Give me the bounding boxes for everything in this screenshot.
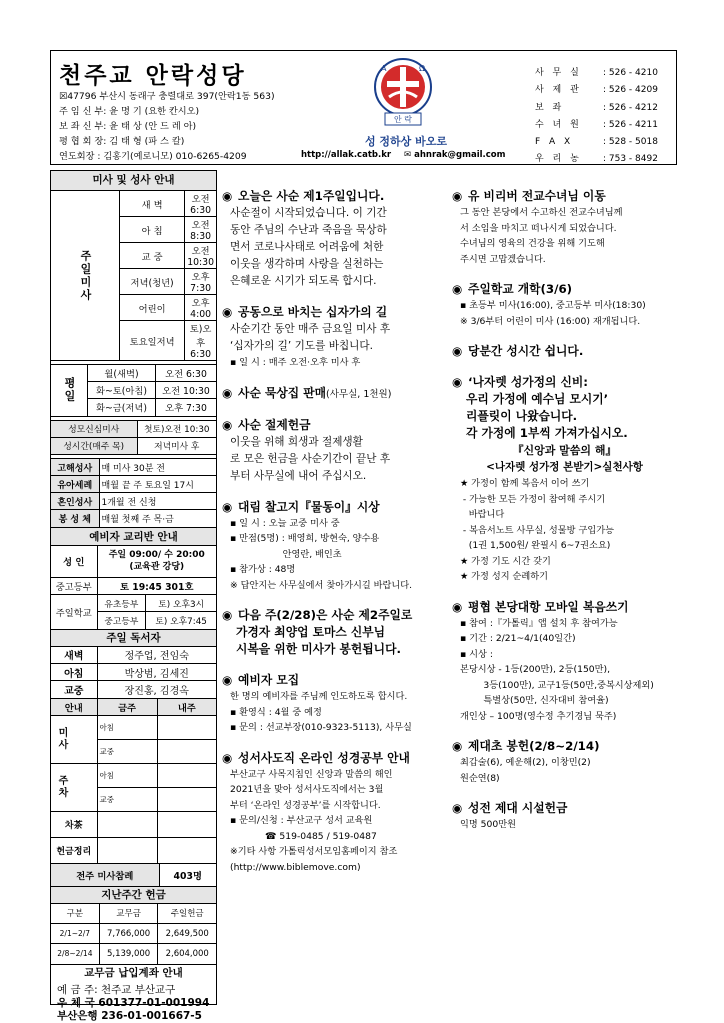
notice-detail: ▪ 문의/신청 : 부산교구 성서 교육원 [230,815,373,826]
account-holder: 예 금 주: 천주교 부산교구 [57,983,176,996]
notice-detail: ※ 답안지는 사무실에서 찾아가시길 바랍니다. [230,579,413,591]
sacrament-info: 1개월 전 신청 [99,493,216,510]
bullet-icon: ◉ [222,189,237,203]
reader-names: 정주업, 전임숙 [97,647,216,664]
notice-title-line: 우리 가정에 예수님 모시기’ [466,392,609,406]
notice-detail: - 복음서노트 사무실, 성물방 구입가능 [460,524,614,536]
notice-title-line: 가경자 최양업 토마스 신부님 [236,625,386,639]
notice-detail: ※ 3/6부터 어린이 미사 (16:00) 재개됩니다. [460,315,641,327]
phone-number: : 526 - 4210 [603,68,658,78]
pastor: 주 임 신 부: 윤 명 기 (요한 칸시오) [59,106,200,117]
weekday-label: 평일 [51,365,88,416]
parish-logo-icon [371,57,435,127]
sacrament-name: 고해성사 [51,459,99,476]
notice-detail: 3등(100만), 교구1등(50만,중복시상제외) [460,679,654,691]
middle2-label: 중고등부 [97,612,146,629]
alumni-president: 연도회장 : 김홍기(예로니모) 010-6265-4209 [59,151,247,162]
adult-label: 성 인 [51,546,97,578]
duty-table [51,698,216,864]
special-time: 첫토)오전 10:30 [137,420,216,437]
phone-label: 우 리 농 [535,154,582,165]
notice-line: 사순절이 시작되었습니다. 이 기간 [230,207,387,219]
duty-this-week [97,811,157,837]
bullet-icon: ◉ [222,385,237,400]
duty-next-slot [157,787,216,811]
phone-directory [535,65,658,169]
duty-next-slot [157,763,216,787]
account-bank: 부산은행 236-01-001667-5 [57,1009,202,1022]
duty-head: 내주 [157,698,216,715]
notice-detail: - 가능한 모든 가정이 참여해 주시기 [460,493,606,505]
mass-name: 토요일저녁 [120,321,185,361]
notice-detail: ▪ 일 시 : 오늘 교중 미사 중 [230,517,340,529]
phone-label: F A X [535,137,574,148]
notice-item [222,750,444,876]
notice-detail: ▪ 문의 : 선교부장(010-9323-5113), 사무실 [230,722,412,733]
website-link[interactable]: http://allak.catb.kr [301,150,392,160]
notice-detail: ▪ 참가상 : 48명 [230,564,296,575]
phone-label: 수 녀 원 [535,119,582,130]
mass-name: 월(새벽) [88,365,156,382]
mass-time: 오후 7:30 [156,399,217,416]
notice-detail: 2021년을 맞아 성서사도직에서는 3월 [230,784,384,795]
duty-group-label: 미사 [56,727,67,751]
notice-title-text: 다음 주(2/28)은 사순 제2주일로 [238,608,413,622]
notice-title-text: 성전 제대 시설헌금 [468,801,568,815]
notice-title-text: 오늘은 사순 제1주일입니다. [238,189,385,203]
duty-slot [97,715,157,739]
duty-slot [97,739,157,763]
duty-next-slot [157,715,216,739]
notice-detail: ▪ 초등부 미사(16:00), 중고등부 미사(18:30) [460,300,646,311]
notice-title [222,499,444,516]
notice-detail: 특별상(50만, 신자대비 참여율) [460,695,609,706]
notice-detail: 익명 500만원 [460,819,516,830]
bullet-icon: ◉ [222,417,237,432]
phone-row [535,151,658,168]
mass-time: 오전 6:30 [185,191,216,217]
adult-time: 주일 09:00/ 수 20:00 [108,550,205,561]
phone-row [535,134,658,151]
mass-title: 미사 및 성사 안내 [51,171,216,191]
notice-title-suffix: (2/8~2/14) [529,739,600,753]
reader-mass: 새벽 [51,647,97,664]
reader-mass: 아침 [51,664,97,681]
notice-item [222,672,444,736]
sacrament-name: 봉 성 체 [51,510,99,527]
notice-line: 면서 코로나사태로 어려움에 처한 [230,241,384,253]
notice-detail: ▪ 일 시 : 매주 오전·오후 미사 후 [230,357,361,368]
adult-place: (교육관 강당) [129,562,185,573]
notice-item [452,738,677,786]
notice-subtitle: 『신앙과 말씀의 해』 [512,444,617,457]
duty-slot-label: 교중 [99,746,114,756]
sidebar [50,170,217,1022]
notice-item [452,599,677,725]
offering-title: 지난주간 헌금 [51,886,216,904]
notice-title-line: 리플릿이 나왔습니다. [466,409,578,423]
mass-name: 새 벽 [120,191,185,217]
duty-next-slot [157,739,216,763]
notice-title-line: 시복을 위한 미사가 봉헌됩니다. [236,642,401,656]
offering-head: 교무금 [99,904,158,924]
notice-detail: 최갑술(6), 예운해(2), 이창민(2) [460,757,591,768]
notice-item [452,800,677,833]
notice-title-text: 제대초 봉헌 [468,739,530,753]
notice-title [452,374,677,391]
phone-number: : 753 - 8492 [603,154,658,165]
notice-line: 사순기간 동안 매주 금요일 미사 후 [230,323,391,335]
sunday-school-label: 주일학교 [51,595,97,629]
middle-label: 중고등부 [51,578,97,595]
mass-name: 교 중 [120,243,185,269]
elem-time: 토) 오후3시 [146,595,216,612]
account-title: 교무금 납입계좌 안내 [84,966,183,979]
notice-item [452,343,677,360]
bullet-icon: ◉ [452,739,467,753]
special-mass-table [51,420,216,455]
logo-text: 안 락 [394,115,412,124]
duty-slot-label: 아침 [99,770,114,780]
reader-names: 박상범, 김세진 [97,664,216,681]
notice-detail: 부산교구 사목지침인 신앙과 말씀의 해인 [230,768,393,780]
bullet-icon: ◉ [452,375,467,389]
mass-time: 오후 4:00 [185,295,216,321]
offering-cell: 5,139,000 [99,944,158,964]
sacrament-info: 매월 첫째 주 목·금 [99,510,216,527]
reader-names: 장진홍, 김경옥 [97,681,216,698]
sunday-label: 주일미사 [51,191,120,360]
readers-title: 주일 독서자 [51,629,216,647]
middle-time: 토 19:45 301호 [97,578,216,595]
notice-item [222,188,444,290]
bullet-icon: ◉ [452,344,467,358]
mass-time: 오후 7:30 [185,269,216,295]
notice-line: 동안 주님의 수난과 죽음을 묵상하 [230,224,387,236]
svg-text:A: A [381,64,387,73]
special-name: 성모신심미사 [51,420,137,437]
phone-label: 보 좌 [535,102,565,113]
sacrament-info: 매 미사 30분 전 [99,459,216,476]
phone-row [535,82,658,99]
notice-title [452,599,677,616]
phone-number: : 526 - 4211 [603,119,658,130]
notice-detail: ★ 가정 기도 시간 갖기 [460,555,551,567]
svg-text:Ω: Ω [419,64,426,73]
bullet-icon: ◉ [452,282,467,296]
notice-detail: 수녀님의 영육의 건강을 위해 기도해 [460,238,605,249]
bullet-icon: ◉ [222,608,237,622]
sacrament-info: 매월 끝 주 토요일 17시 [99,476,216,493]
notice-line: ‘십자가의 길’ 기도를 바칩니다. [230,340,374,352]
notice-title-text: 공동으로 바치는 십자가의 길 [238,305,388,319]
notice-item [222,499,444,594]
mail-icon: ✉ [404,150,412,160]
notice-line: 로 모은 헌금을 사순기간이 끝난 후 [230,452,391,465]
account-box [51,964,216,1023]
notice-detail: ★ 가정 성지 순례하기 [460,571,548,582]
phone-number: : 526 - 4212 [603,102,658,113]
bullet-icon: ◉ [452,189,467,203]
notice-detail: ▪ 시상 : [460,648,493,660]
notice-line: 이웃을 생각하며 사랑을 실천하는 [230,258,384,270]
phone-label: 사 제 관 [535,85,582,96]
special-time: 저녁미사 후 [137,437,216,454]
notice-item [222,607,444,658]
duty-slot-label: 아침 [99,722,114,732]
bullet-icon: ◉ [222,499,237,514]
offering-head: 주일헌금 [158,904,216,924]
bullet-icon: ◉ [452,801,467,815]
mass-time: 오전 10:30 [185,243,216,269]
phone-row [535,117,658,134]
reader-mass: 교중 [51,681,97,698]
bullet-icon: ◉ [222,750,237,765]
notice-title [452,281,677,298]
duty-slot-label: 교중 [99,794,114,804]
offering-cell: 2,604,000 [158,944,216,964]
notice-title [452,738,677,755]
council-president: 평 협 회 장: 김 태 형 (파 스 칼) [59,136,185,147]
bulletin-header [50,50,677,165]
assistant-pastor: 보 좌 신 부: 윤 태 상 (안 드 레 아) [59,121,197,132]
notice-detail: ※기타 사항 가톨릭성서모임홈페이지 참조 [230,846,398,857]
bulletin-page [50,50,677,1022]
offering-cell: 2/1~2/7 [51,924,99,944]
offering-table [51,904,216,964]
duty-group-label: 주차 [56,775,67,799]
notice-detail: ▪ 환영식 : 4월 중 예정 [230,706,322,718]
notice-line: 은혜로운 시기가 되도록 합시다. [230,275,377,287]
notice-title [222,188,444,205]
notice-line: 부터 사무실에 내어 주십시오. [230,469,367,482]
notice-title [222,385,444,403]
notice-line: 이웃을 위해 희생과 절제생활 [230,435,363,448]
notice-title-text: 주일학교 개학(3/6) [468,282,573,296]
offering-cell: 7,766,000 [99,924,158,944]
bullet-icon: ◉ [222,305,237,319]
notice-detail: 본당시상 - 1등(200만), 2등(150만), [460,664,611,675]
notice-detail: 한 명의 예비자를 주님께 인도하도록 합시다. [230,691,408,702]
offering-cell: 2/8~2/14 [51,944,99,964]
readers-table [51,647,216,698]
mass-time: 오전 10:30 [156,382,217,399]
notice-title [222,750,444,767]
notice-detail: 그 동안 본당에서 수고하신 전교수녀님께 [460,207,623,218]
notice-detail: ▪ 참여 :『가톨릭』앱 설치 후 참여가능 [460,617,618,629]
notice-title-text: 유 비리버 전교수녀님 이동 [468,189,606,203]
mass-name: 저녁(청년) [120,269,185,295]
notice-title-text: 성서사도직 온라인 성경공부 안내 [238,750,410,765]
notice-title-text: 사순 묵상집 판매 [238,385,327,400]
duty-group [51,763,97,811]
notice-detail: 바랍니다 [460,509,505,520]
notice-title [222,607,444,624]
phone-row [535,100,658,117]
mass-time: 오전 6:30 [156,365,217,382]
elem-label: 유초등부 [97,595,146,612]
attendance-value: 403명 [159,864,216,886]
sacrament-name: 혼인성사 [51,493,99,510]
notice-title-line: 각 가정에 1부씩 가져가십시오. [466,426,628,440]
notice-detail: 부터 ‘온라인 성경공부’를 시작합니다. [230,799,381,811]
notice-subtitle: <나자렛 성가정 본받기>실천사항 [486,461,643,473]
notice-title [452,800,677,817]
notice-detail: 주시면 고맙겠습니다. [460,253,546,265]
mass-name: 어린이 [120,295,185,321]
duty-head: 금주 [97,698,157,715]
phone-label: 사 무 실 [535,68,582,78]
offering-head: 구분 [51,904,99,924]
attendance-table [51,863,216,886]
bullet-icon: ◉ [222,673,237,687]
mass-name: 화~토(아침) [88,382,156,399]
mass-name: 아 침 [120,217,185,243]
notice-item [222,417,444,485]
duty-this-week [97,837,157,863]
notice-title [222,672,444,689]
notice-title-text: 사순 절제헌금 [238,417,311,432]
duty-slot [97,787,157,811]
notice-detail: ☎ 519-0485 / 519-0487 [230,830,377,842]
weekday-mass-table [51,364,216,416]
notice-detail: 원순연(8) [460,772,500,784]
notice-detail: (http://www.biblemove.com) [230,861,361,873]
notice-title [452,188,677,205]
phone-number: : 528 - 5018 [603,137,658,148]
mass-time: 토)오후 6:30 [185,321,216,361]
notice-item [222,304,444,371]
notice-column-left [222,188,444,889]
phone-row [535,65,658,82]
phone-number: : 526 - 4209 [603,85,658,96]
catechumen-table [51,546,216,629]
bullet-icon: ◉ [452,599,467,614]
notice-title-suffix: (사무실, 1천원) [326,388,392,400]
address: ☒47796 부산시 동래구 충렬대로 397(안락1동 563) [59,91,275,102]
notice-title-text: 대림 찰고지『물동이』시상 [238,499,380,514]
notice-detail: 서 소임을 마치고 떠나시게 되었습니다. [460,222,617,234]
sacrament-table [51,458,216,527]
notice-column-right [452,188,677,847]
email-link[interactable]: ahnrak@gmail.com [414,150,506,160]
duty-head: 안내 [51,698,97,715]
notice-title-text: ‘나자렛 성가정의 신비: [468,375,589,389]
notice-title-text: 예비자 모집 [238,673,300,687]
duty-slot [97,763,157,787]
middle2-time: 토) 오후7:45 [146,612,216,629]
notice-detail: ▪ 기간 : 2/21~4/1(40일간) [460,633,576,644]
sacrament-name: 유아세례 [51,476,99,493]
notice-detail: ★ 가정이 함께 복음서 이어 쓰기 [460,478,590,489]
notice-title-text: 당분간 성시간 쉽니다. [468,344,584,358]
sunday-mass-table [51,191,216,360]
catechumen-title: 예비자 교리반 안내 [51,527,216,546]
duty-next-week [157,811,216,837]
parish-info [59,89,275,164]
notice-item [452,188,677,267]
notice-detail: 안영란, 배인초 [230,548,342,560]
duty-next-week [157,837,216,863]
web-contact [301,150,506,160]
notice-detail: (1권 1,500원/ 완필시 6~7권소요) [460,540,611,551]
parish-title: 천주교 안락성당 [59,63,247,89]
offering-cell: 2,649,500 [158,924,216,944]
tea-label: 차茶 [51,811,97,837]
notice-title [452,343,677,360]
attendance-label: 전주 미사참례 [51,864,159,886]
mass-time: 오전 8:30 [185,217,216,243]
notice-title [222,304,444,321]
patron-motto: 성 정하상 바오로 [364,135,448,148]
notice-title-text: 평협 본당대항 모바일 복음쓰기 [468,599,629,614]
notice-item [452,374,677,585]
notice-detail: ▪ 만점(5명) : 배영희, 방현숙, 양수용 [230,533,380,544]
account-post: 우 체 국 601377-01-001994 [57,996,210,1009]
notice-item [222,385,444,403]
cash-label: 헌금정리 [51,837,97,863]
notice-detail: 개인상 – 100명(영수정 추기경님 묵주) [460,710,617,722]
notice-title [222,417,444,434]
mass-name: 화~금(저녁) [88,399,156,416]
notice-item [452,281,677,329]
special-name: 성시간(매주 목) [51,437,137,454]
duty-group [51,715,97,763]
